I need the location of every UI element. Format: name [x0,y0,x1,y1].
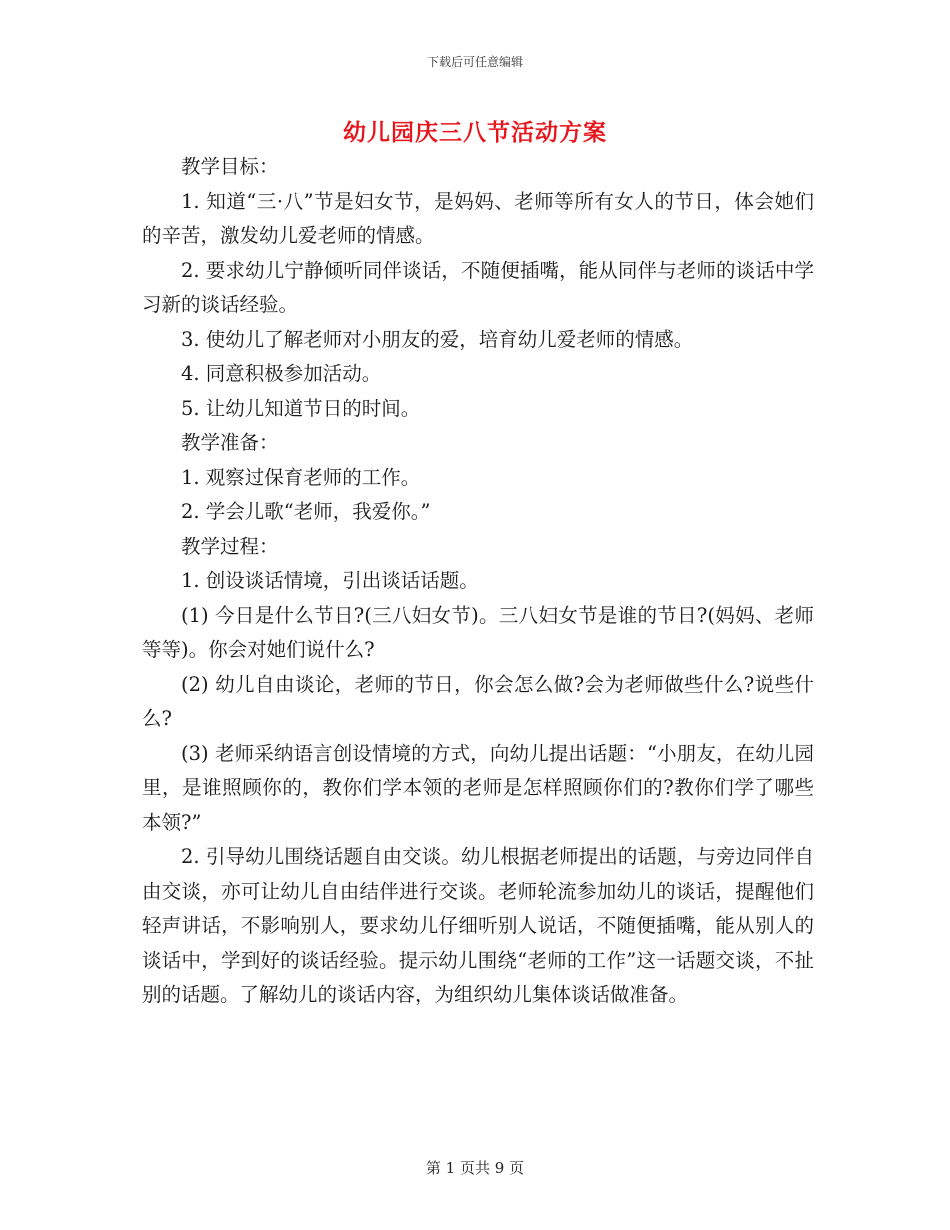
objective-item-5: 5. 让幼儿知道节日的时间。 [181,396,421,420]
process-step-1: 1. 创设谈话情境，引出谈话话题。 [181,569,479,592]
preparation-item-1: 1. 观察过保育老师的工作。 [181,465,421,489]
section-heading-process: 教学过程： [181,534,279,558]
preparation-item-2: 2. 学会儿歌“老师，我爱你。” [181,500,431,523]
objective-item-4: 4. 同意积极参加活动。 [181,362,382,385]
document-body [142,150,814,1013]
process-step-2: 2. 引导幼儿围绕话题自由交谈。幼儿根据老师提出的话题，与旁边同伴自由交谈，亦可让幼儿自由结伴进行交谈。老师轮流参加幼儿的谈话，提醒他们轻声讲话，不影响别人，要求幼儿仔细听别人说话，不随便插嘴，能从别人的谈话中，学到好的谈话经验。提示幼儿围绕“老师的工作”这一话题交谈，不扯别的话题。了解幼儿的谈话内容，为组织幼儿集体谈话做准备。 [142,845,814,1006]
page-number-footer: 第 1 页共 9 页 [425,1159,525,1177]
objective-item-1: 1. 知道“三·八”节是妇女节，是妈妈、老师等所有女人的节日，体会她们的辛苦，激发幼儿爱老师的情感。 [142,189,814,247]
process-substep-2: (2) 幼儿自由谈论，老师的节日，你会怎么做?会为老师做些什么?说些什么? [142,672,814,730]
process-substep-3: (3) 老师采纳语言创设情境的方式，向幼儿提出话题：“小朋友，在幼儿园里，是谁照顾你的，教你们学本领的老师是怎样照顾你们的?教你们学了哪些本领?” [142,741,814,834]
process-substep-1: (1) 今日是什么节日?(三八妇女节)。三八妇女节是谁的节日?(妈妈、老师等等)。你会对她们说什么? [142,603,814,661]
header-note: 下载后可任意编辑 [426,55,523,69]
document-title: 幼儿园庆三八节活动方案 [343,119,607,146]
section-heading-preparation: 教学准备： [181,431,279,454]
section-heading-objectives: 教学目标： [181,155,279,178]
objective-item-3: 3. 使幼儿了解老师对小朋友的爱，培育幼儿爱老师的情感。 [181,327,694,351]
objective-item-2: 2. 要求幼儿宁静倾听同伴谈话，不随便插嘴，能从同伴与老师的谈话中学习新的谈话经验。 [142,258,814,316]
